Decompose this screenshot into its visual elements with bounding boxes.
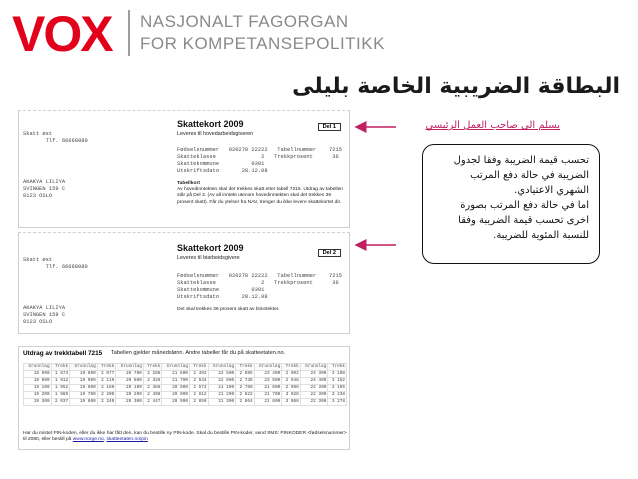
table-cell: 2 366	[143, 385, 162, 392]
tabell-text: Av hovedinntekten skal det trekkes skatt etter tabell 7215. Utdrag av tabellen står på Del 3. (Av all inntekt utenom hovedinntekten skal det trekkes 36 prosent skatt). Får du ytelser fra NAV, trenger du ikke levere skattekortet dit.	[177, 187, 344, 205]
table-cell: 2 902	[282, 371, 301, 378]
table-cell: 22 500	[208, 371, 236, 378]
column-header: Grunnlag	[162, 364, 190, 371]
person-address: AKAKYA LILIYA SVINGEN 159 C 0123 OSLO	[23, 179, 66, 199]
tax-card-part2	[18, 232, 350, 334]
table-cell: 21 800	[254, 399, 282, 406]
table-cell: 20 100	[116, 385, 144, 392]
table-cell: 21 200	[208, 392, 236, 399]
column-header: Trekk	[51, 364, 70, 371]
withholding-table-note: Tabellen gjelder månedslønn. Andre tabeller får du på skatteetaten.no.	[111, 350, 286, 356]
table-cell: 21 600	[162, 371, 190, 378]
table-cell: 2 493	[189, 371, 208, 378]
callout-line: اما في حالة دفع المرتب بصورة	[460, 200, 589, 211]
person-address: AKAKYA LILIYA SVINGEN 159 C 0123 OSLO	[23, 305, 66, 325]
table-cell: 20 200	[116, 392, 144, 399]
vox-logo: VOX	[12, 6, 112, 62]
callout-line: اخرى تحسب قيمة الضريبة وفقا	[458, 215, 589, 226]
column-header: Trekk	[97, 364, 116, 371]
org-name-line1: NASJONALT FAGORGAN	[140, 12, 349, 31]
column-header: Trekk	[189, 364, 208, 371]
table-cell: 19 100	[24, 385, 52, 392]
table-cell: 1 989	[51, 392, 70, 399]
column-header: Grunnlag	[208, 364, 236, 371]
table-cell: 1 952	[51, 385, 70, 392]
table-cell: 2 650	[189, 399, 208, 406]
table-cell: 1 873	[51, 371, 70, 378]
column-header: Trekk	[282, 364, 301, 371]
table-cell: 2 948	[282, 378, 301, 385]
table-cell: 19 800	[70, 371, 98, 378]
card-fields: Fødselsnummer 020278 22222 Tabellnummer 7215 Skatteklasse 2 Trekkprosent 36 Skattekommune 0301 Utskriftsdato 28.12.08	[177, 273, 342, 300]
card-subtitle: Leveres til biarbeidsgivere	[177, 255, 240, 261]
table-cell: 2 037	[51, 399, 70, 406]
table-cell: 21 700	[162, 378, 190, 385]
callout-line: للنسبة المئوية للضريبة.	[493, 230, 589, 241]
table-cell: 3 152	[328, 378, 347, 385]
table-cell: 2 200	[97, 392, 116, 399]
table-cell: 2 534	[189, 378, 208, 385]
label-main-employer: يسلم الى صاحب العمل الرئيسي	[425, 120, 560, 131]
card-fields: Fødselsnummer 020278 22222 Tabellnummer 7215 Skatteklasse 2 Trekkprosent 36 Skattekommune 0301 Utskriftsdato 28.12.08	[177, 147, 342, 174]
header	[0, 0, 638, 70]
card-title: Skattekort 2009	[177, 119, 244, 129]
tax-card-part1	[18, 110, 350, 228]
column-header: Trekk	[143, 364, 162, 371]
withholding-table-title: Utdrag av trekktabell 7215	[23, 350, 103, 357]
table-cell: 20 300	[116, 399, 144, 406]
table-cell: 2 077	[97, 371, 116, 378]
table-cell: 22 600	[208, 378, 236, 385]
table-cell: 3 238	[328, 392, 347, 399]
table-row	[24, 399, 347, 406]
table-cell: 2 119	[97, 378, 116, 385]
table-row	[24, 378, 347, 385]
tax-office-address: Skatt øst Tlf. 66668080	[23, 257, 88, 270]
table-cell: 21 300	[208, 399, 236, 406]
tabell-info	[177, 181, 345, 206]
table-cell: 19 200	[24, 392, 52, 399]
column-header: Trekk	[328, 364, 347, 371]
table-cell: 19 900	[70, 378, 98, 385]
callout-line: الضريبة في حالة دفع المرتب	[470, 170, 589, 181]
table-cell: 2 695	[236, 371, 255, 378]
table-cell: 23 400	[254, 371, 282, 378]
table-cell: 24 400	[300, 378, 328, 385]
table-cell: 20 700	[116, 371, 144, 378]
table-cell: 3 108	[328, 371, 347, 378]
column-header: Grunnlag	[116, 364, 144, 371]
table-cell: 2 780	[236, 385, 255, 392]
table-cell: 19 300	[24, 399, 52, 406]
tabell-text: Det skal trekkes 36 prosent skatt av biinntekter.	[177, 307, 280, 312]
table-row	[24, 392, 347, 399]
explanation-callout	[422, 144, 600, 264]
withholding-table	[23, 363, 347, 406]
column-header: Grunnlag	[300, 364, 328, 371]
logo-divider	[128, 10, 130, 56]
column-header: Grunnlag	[254, 364, 282, 371]
table-cell: 2 573	[189, 385, 208, 392]
table-cell: 1 912	[51, 378, 70, 385]
table-cell: 23 500	[254, 378, 282, 385]
callout-line: الشهري الاعتيادي.	[514, 185, 589, 196]
table-body	[24, 371, 347, 406]
tabell-info	[177, 307, 345, 313]
table-cell: 2 612	[189, 392, 208, 399]
table-cell: 19 800	[70, 399, 98, 406]
page-title: البطاقة الضريبية الخاصة بليلى	[292, 74, 620, 99]
card-title: Skattekort 2009	[177, 243, 244, 253]
table-cell: 2 988	[282, 385, 301, 392]
column-header: Grunnlag	[24, 364, 52, 371]
pin-info-text: Har du mistet PIN-koden, eller du ikke har fått den, kan du bestille ny PIN-kode. Skal du bestille PIN-koder, send SMS: PINKODER <fødselsnummer> til 2080, eller bestill på	[23, 431, 347, 443]
table-row	[24, 385, 347, 392]
table-cell: 2 447	[143, 399, 162, 406]
table-cell: 21 100	[208, 385, 236, 392]
table-cell: 3 195	[328, 385, 347, 392]
table-cell: 24 300	[300, 371, 328, 378]
skatteetaten-pin-link[interactable]: skatteetaten.no/pin	[106, 437, 148, 443]
withholding-table-section	[18, 346, 350, 450]
table-cell: 2 286	[143, 371, 162, 378]
table-cell: 19 700	[70, 392, 98, 399]
table-cell: 3 278	[328, 399, 347, 406]
table-cell: 2 864	[236, 399, 255, 406]
org-name-line2: FOR KOMPETANSEPOLITIKK	[140, 34, 385, 53]
norge-link[interactable]: www.norge.no	[72, 437, 104, 443]
table-cell: 2 408	[143, 392, 162, 399]
table-cell: 2 240	[97, 399, 116, 406]
table-row	[24, 371, 347, 378]
table-cell: 19 600	[70, 385, 98, 392]
table-cell: 2 738	[236, 378, 255, 385]
table-cell: 21 700	[254, 392, 282, 399]
table-cell: 3 068	[282, 399, 301, 406]
table-cell: 21 600	[254, 385, 282, 392]
pin-info: Har du mistet PIN-koden, eller du ikke har fått den, kan du bestille ny PIN-kode. Skal du bestille PIN-koder, send SMS: PINKODER <fødselsnummer> til 2080, eller bestill på www.norge.no, skatteetaten.no/pin	[23, 431, 347, 443]
table-cell: 22 300	[300, 385, 328, 392]
column-header: Grunnlag	[70, 364, 98, 371]
table-cell: 20 900	[162, 392, 190, 399]
callout-line: تحسب قيمة الضريبة وفقا لجدول	[453, 155, 589, 166]
table-cell: 20 800	[116, 378, 144, 385]
card-subtitle: Leveres til hovedarbeidsgiveren	[177, 131, 254, 137]
table-cell: 19 000	[24, 378, 52, 385]
table-cell: 20 900	[162, 385, 190, 392]
table-cell: 3 028	[282, 392, 301, 399]
table-cell: 18 900	[24, 371, 52, 378]
table-cell: 2 822	[236, 392, 255, 399]
table-cell: 22 300	[300, 392, 328, 399]
table-cell: 22 300	[300, 399, 328, 406]
table-cell: 2 326	[143, 378, 162, 385]
table-cell: 2 160	[97, 385, 116, 392]
column-header: Trekk	[236, 364, 255, 371]
table-header-row	[24, 364, 347, 371]
part-badge: Del 1	[318, 123, 341, 131]
tax-office-address: Skatt øst Tlf. 66668080	[23, 131, 88, 144]
part-badge: Del 2	[318, 249, 341, 257]
table-cell: 20 900	[162, 399, 190, 406]
tabell-heading: Tabellkort	[177, 181, 201, 186]
